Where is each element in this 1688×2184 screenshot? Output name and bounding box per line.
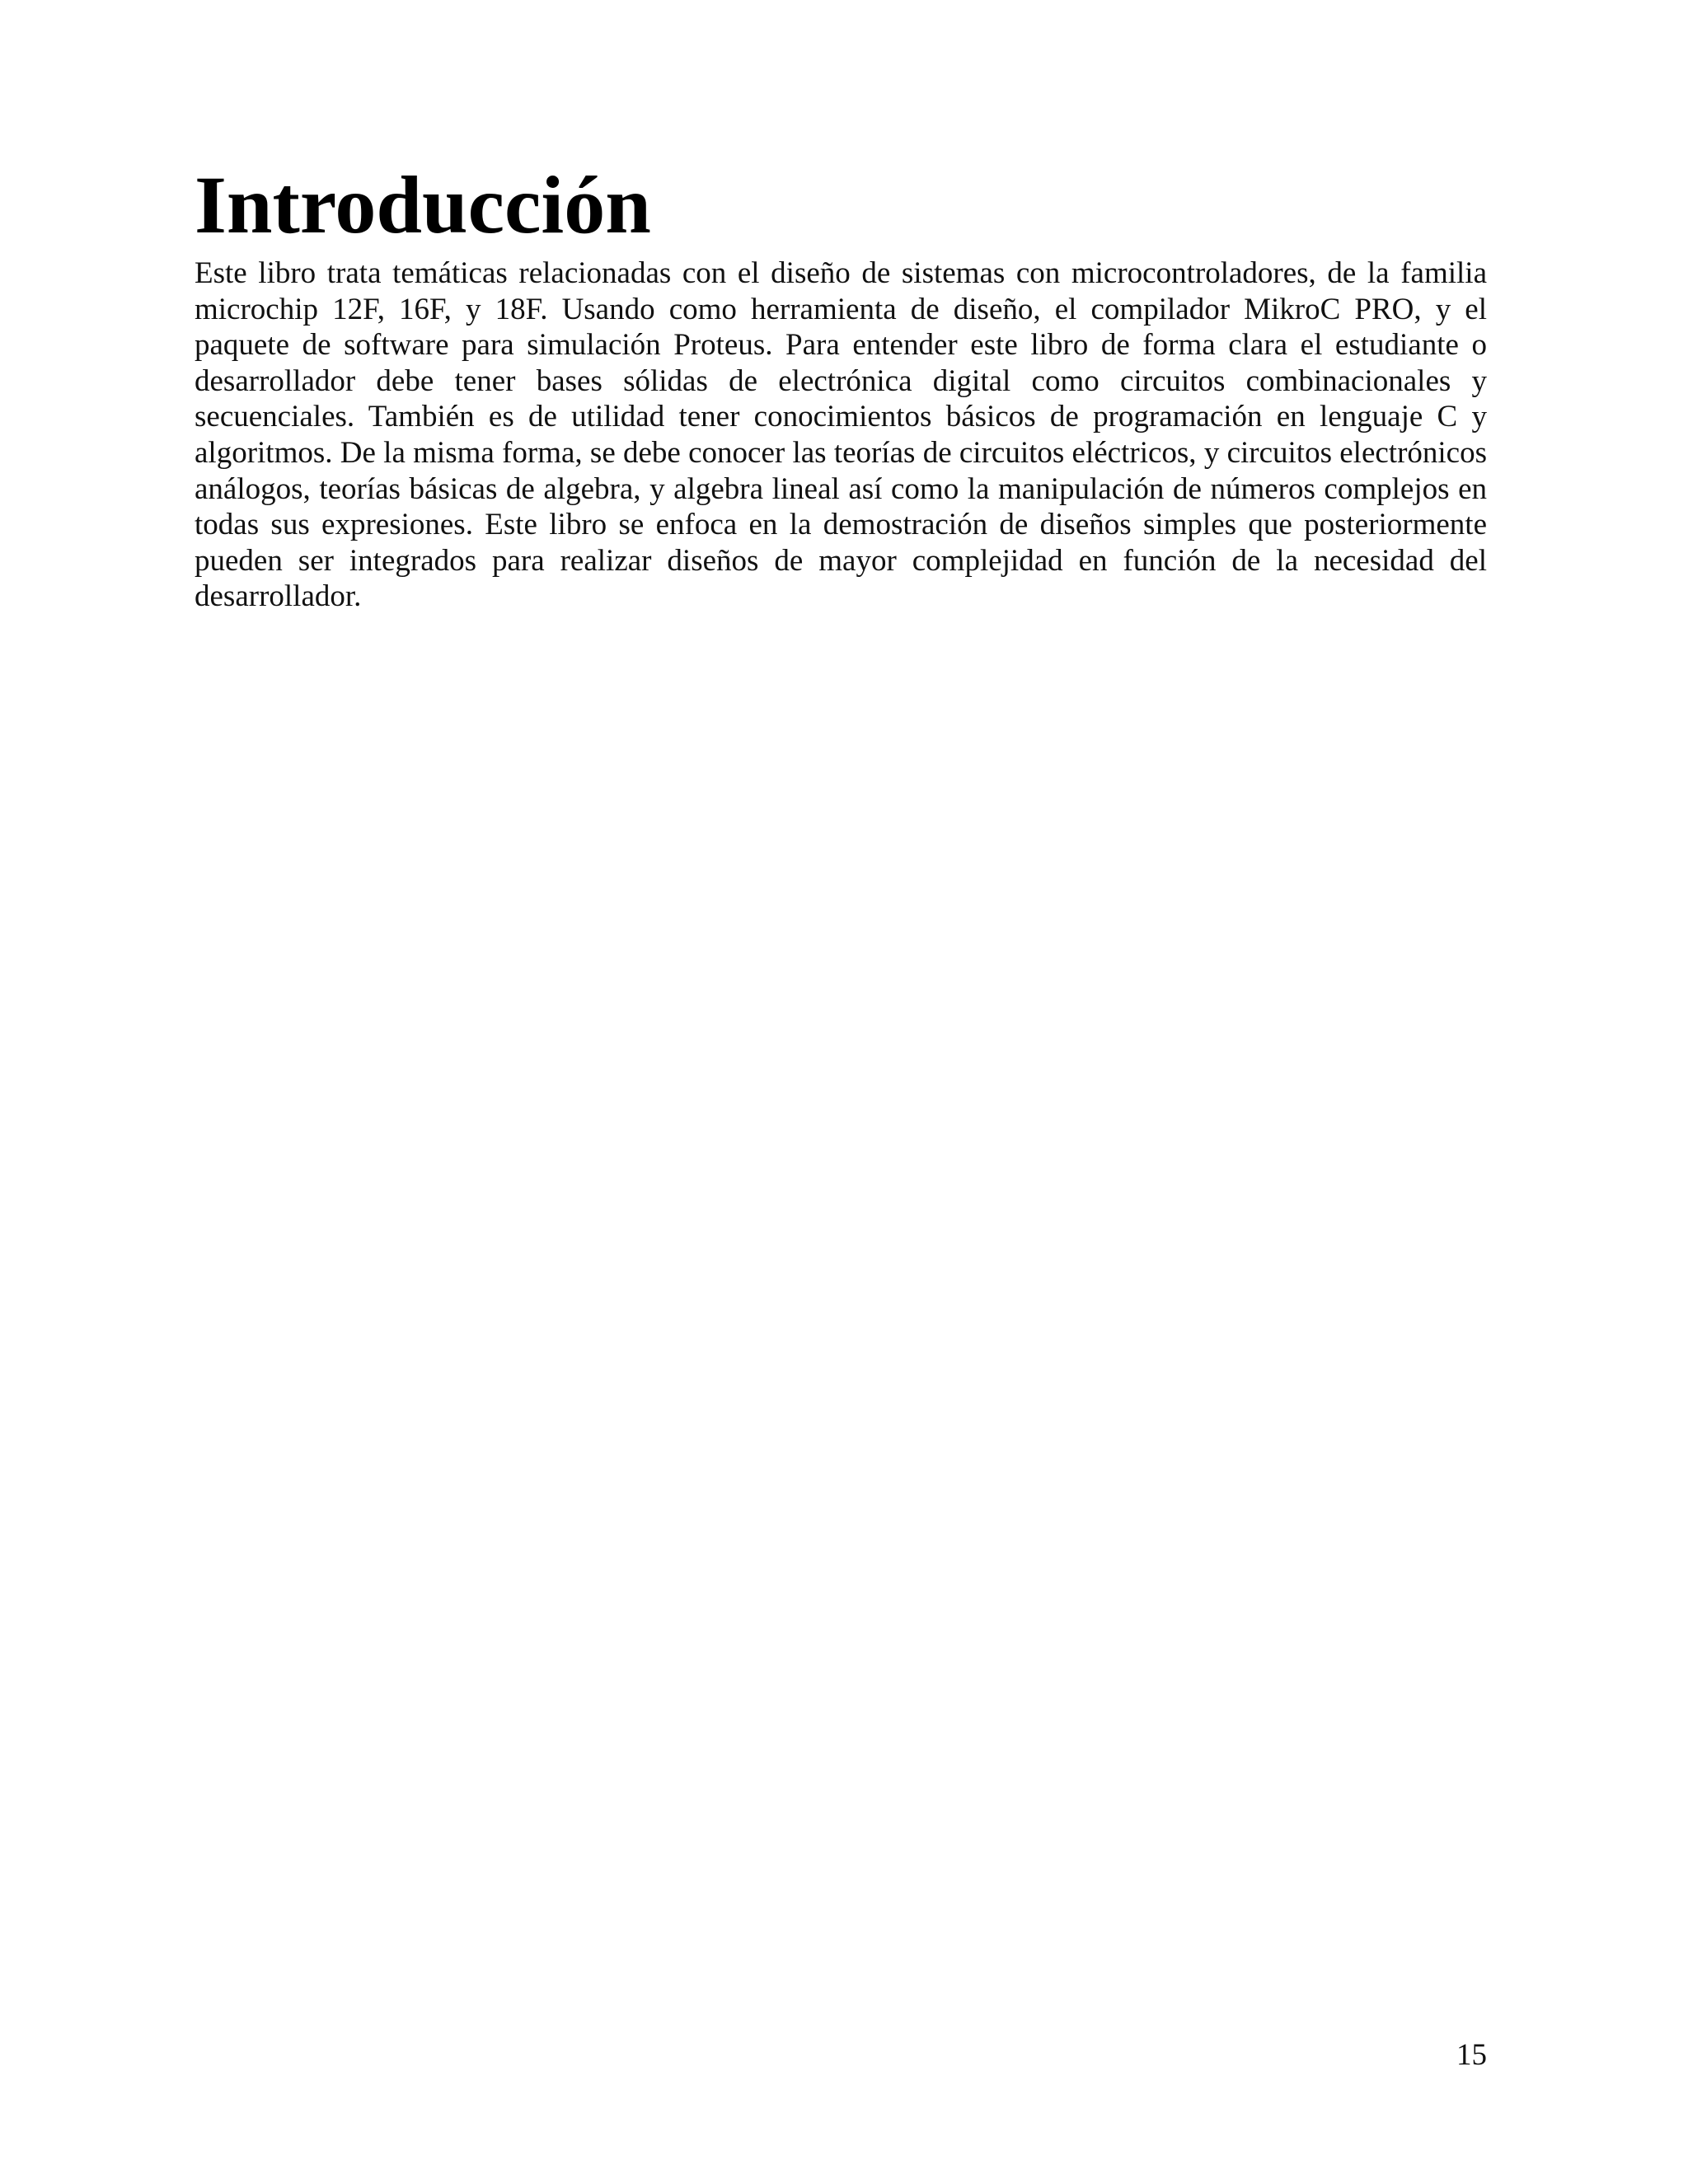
intro-paragraph: Este libro trata temáticas relacionadas con el diseño de sistemas con microcontroladores, de la familia microchip 12F, 16F, y 18F. Usando como herramienta de diseño, el compilador MikroC PRO, y el paquete de software para simulación Proteus. Para entender este libro de forma clara el estudiante o desarrollador debe tener bases sólidas de electrónica digital como circuitos combinacionales y secuenciales. También es de utilidad tener conocimientos básicos de programación en lenguaje C y algoritmos. De la misma forma, se debe conocer las teorías de circuitos eléctricos, y circuitos electrónicos análogos, teorías básicas de algebra, y algebra lineal así como la manipulación de números complejos en todas sus expresiones. Este libro se enfoca en la demostración de diseños simples que posteriormente pueden ser integrados para realizar diseños de mayor complejidad en función de la necesidad del desarrollador.	[195, 256, 1487, 614]
chapter-title: Introducción	[195, 159, 651, 251]
page-content	[195, 157, 1487, 615]
page-number: 15	[1456, 2038, 1487, 2072]
